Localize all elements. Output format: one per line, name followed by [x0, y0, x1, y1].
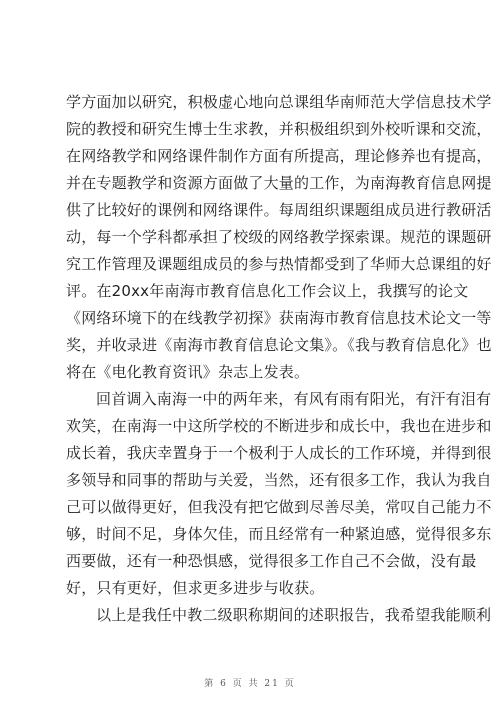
paragraph-1-line-6: 动，每一个学科都承担了校级的网络教学探索课。规范的课题研 [66, 228, 492, 246]
paragraph-1-line-7: 究工作管理及课题组成员的参与热情都受到了华师大总课组的好 [66, 255, 492, 273]
paragraph-2-line-7: 西要做，还有一种恐惧感，觉得很多工作自己不会做，没有最 [66, 552, 477, 570]
paragraph-1-line-4: 并在专题教学和资源方面做了大量的工作，为南海教育信息网提 [66, 174, 492, 192]
paragraph-1-line-3: 在网络教学和网络课件制作方面有所提高，理论修养也有提高， [66, 147, 492, 165]
page-number-footer: 第 6 页 共 21 页 [204, 679, 296, 689]
paragraph-2-line-1: 回首调入南海一中的两年来，有风有雨有阳光，有汗有泪有 [96, 390, 492, 408]
paragraph-1-line-1: 学方面加以研究，积极虚心地向总课组华南师范大学信息技术学 [66, 93, 492, 111]
paragraph-2-line-6: 够，时间不足，身体欠佳，而且经常有一种紧迫感，觉得很多东 [66, 525, 492, 543]
paragraph-2-line-8: 好，只有更好，但求更多进步与收获。 [66, 579, 325, 597]
paragraph-1-line-5: 供了比较好的课例和网络课件。每周组织课题组成员进行教研活 [66, 201, 492, 219]
paragraph-3-line-1: 以上是我任中教二级职称期间的述职报告，我希望我能顺利 [96, 606, 492, 624]
paragraph-1-line-10: 奖，并收录进《南海市教育信息论文集》。《我与教育信息化》也 [66, 336, 492, 354]
paragraph-1-line-8: 评。在20xx年南海市教育信息化工作会议上，我撰写的论文 [66, 282, 469, 300]
paragraph-2-line-3: 成长着，我庆幸置身于一个极利于人成长的工作环境，并得到很 [66, 444, 492, 462]
paragraph-2-line-2: 欢笑，在南海一中这所学校的不断进步和成长中，我也在进步和 [66, 417, 492, 435]
paragraph-1-line-9: 《网络环境下的在线教学初探》获南海市教育信息技术论文一等 [66, 309, 492, 327]
paragraph-2-line-4: 多领导和同事的帮助与关爱，当然，还有很多工作，我认为我自 [66, 471, 492, 489]
paragraph-1-line-2: 院的教授和研究生博士生求教，并积极组织到外校听课和交流， [66, 120, 492, 138]
paragraph-1-line-11: 将在《电化教育资讯》杂志上发表。 [66, 363, 310, 381]
document-body [66, 89, 492, 629]
paragraph-2-line-5: 己可以做得更好，但我没有把它做到尽善尽美，常叹自己能力不 [66, 498, 492, 516]
